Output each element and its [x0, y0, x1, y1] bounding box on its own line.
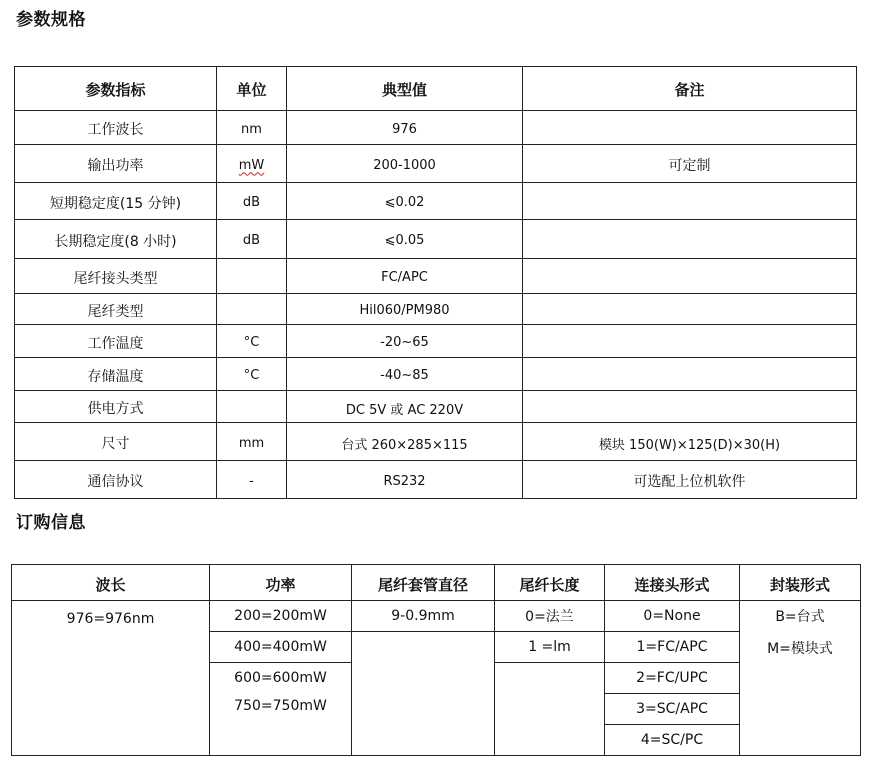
- connector-option: 1=FC/APC: [605, 632, 740, 663]
- table-row: [15, 183, 857, 220]
- param-name: 工作波长: [15, 111, 217, 145]
- parameter-table-header: [15, 67, 857, 111]
- length-empty: [495, 663, 605, 756]
- table-row: [12, 601, 861, 632]
- param-unit: [217, 391, 287, 423]
- power-option: 400=400mW: [210, 632, 352, 663]
- param-unit: -: [217, 461, 287, 499]
- table-row: [15, 325, 857, 358]
- param-unit: dB: [217, 183, 287, 220]
- param-name: 尾纤接头类型: [15, 259, 217, 294]
- param-note: [523, 259, 857, 294]
- param-note: [523, 325, 857, 358]
- table-row: [15, 220, 857, 259]
- wavelength-option: 976=976nm: [12, 601, 210, 756]
- param-value: ⩽0.05: [287, 220, 523, 259]
- param-name: 长期稳定度(8 小时): [15, 220, 217, 259]
- param-value: RS232: [287, 461, 523, 499]
- param-value: -40~85: [287, 358, 523, 391]
- param-name: 尺寸: [15, 423, 217, 461]
- param-unit: [217, 259, 287, 294]
- param-value: 976: [287, 111, 523, 145]
- param-note: 可选配上位机软件: [523, 461, 857, 499]
- table-row: [15, 461, 857, 499]
- param-note: 可定制: [523, 145, 857, 183]
- connector-option: 3=SC/APC: [605, 694, 740, 725]
- order-table: [11, 564, 861, 756]
- sleeve-empty: [352, 632, 495, 756]
- param-note: [523, 391, 857, 423]
- param-value: 200-1000: [287, 145, 523, 183]
- param-unit: dB: [217, 220, 287, 259]
- param-name: 供电方式: [15, 391, 217, 423]
- param-unit: mm: [217, 423, 287, 461]
- param-note: [523, 183, 857, 220]
- param-value: Hil060/PM980: [287, 294, 523, 325]
- param-name: 输出功率: [15, 145, 217, 183]
- header-package: 封装形式: [740, 565, 861, 601]
- param-value: FC/APC: [287, 259, 523, 294]
- table-row: [15, 145, 857, 183]
- param-value: -20~65: [287, 325, 523, 358]
- param-value: 台式 260×285×115: [287, 423, 523, 461]
- param-value: DC 5V 或 AC 220V: [287, 391, 523, 423]
- table-row: [15, 259, 857, 294]
- power-option: 750=750mW: [210, 694, 352, 756]
- connector-option: 4=SC/PC: [605, 725, 740, 756]
- power-option: 600=600mW: [210, 663, 352, 694]
- param-unit: °C: [217, 358, 287, 391]
- header-note: 备注: [523, 67, 857, 111]
- header-wavelength: 波长: [12, 565, 210, 601]
- header-unit: 单位: [217, 67, 287, 111]
- param-name: 通信协议: [15, 461, 217, 499]
- param-unit: mW: [238, 157, 265, 173]
- table-row: [15, 294, 857, 325]
- header-sleeve: 尾纤套管直径: [352, 565, 495, 601]
- header-connector: 连接头形式: [605, 565, 740, 601]
- param-name: 工作温度: [15, 325, 217, 358]
- order-table-header: [12, 565, 861, 601]
- param-name: 存储温度: [15, 358, 217, 391]
- header-length: 尾纤长度: [495, 565, 605, 601]
- param-unit: °C: [217, 325, 287, 358]
- param-name: 尾纤类型: [15, 294, 217, 325]
- table-row: [15, 423, 857, 461]
- table-row: [15, 391, 857, 423]
- param-note: 模块 150(W)×125(D)×30(H): [523, 423, 857, 461]
- param-unit: nm: [217, 111, 287, 145]
- param-note: [523, 111, 857, 145]
- parameter-table: [14, 66, 857, 499]
- length-option: 0=法兰: [495, 601, 605, 632]
- params-section-title: 参数规格: [16, 10, 86, 30]
- table-row: [15, 358, 857, 391]
- package-option: B=台式: [740, 601, 861, 632]
- sleeve-option: 9-0.9mm: [352, 601, 495, 632]
- header-power: 功率: [210, 565, 352, 601]
- power-option: 200=200mW: [210, 601, 352, 632]
- param-unit: [217, 294, 287, 325]
- param-note: [523, 220, 857, 259]
- param-value: ⩽0.02: [287, 183, 523, 220]
- param-note: [523, 358, 857, 391]
- param-note: [523, 294, 857, 325]
- length-option: 1 =lm: [495, 632, 605, 663]
- connector-option: 2=FC/UPC: [605, 663, 740, 694]
- param-name: 短期稳定度(15 分钟): [15, 183, 217, 220]
- table-row: [15, 111, 857, 145]
- order-section-title: 订购信息: [16, 513, 86, 533]
- header-typical: 典型值: [287, 67, 523, 111]
- package-option: M=模块式: [740, 632, 861, 756]
- connector-option: 0=None: [605, 601, 740, 632]
- header-param: 参数指标: [15, 67, 217, 111]
